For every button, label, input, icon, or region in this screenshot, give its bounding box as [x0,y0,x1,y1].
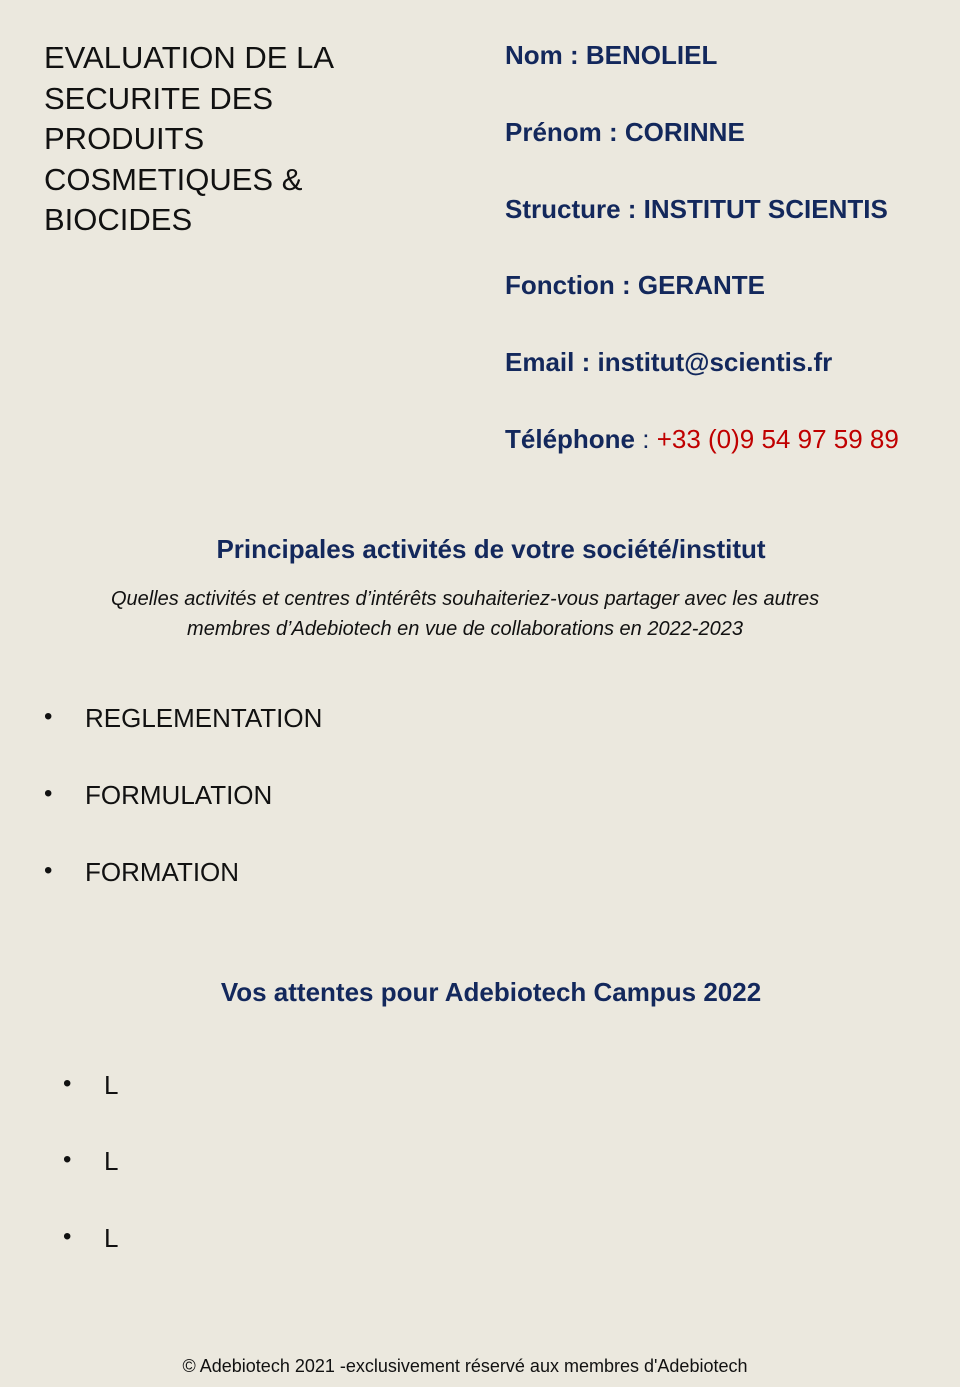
contact-telephone [505,424,899,455]
title-line: COSMETIQUES & [44,161,303,197]
telephone-label: Téléphone [505,424,636,454]
list-item-label: FORMATION [85,857,240,887]
list-item-label: L [104,1223,119,1253]
document-title [44,38,404,241]
contact-prenom: Prénom : CORINNE [505,117,745,147]
title-line: BIOCIDES [44,202,193,237]
expectations-heading: Vos attentes pour Adebiotech Campus 2022 [220,977,762,1007]
contact-email: Email : institut@scientis.fr [505,347,833,377]
telephone-separator: : [635,424,657,454]
title-line: PRODUITS [44,121,205,156]
subtitle-line: membres d’Adebiotech en vue de collaborations en 2022-2023 [187,618,743,640]
bullet-icon: • [44,703,53,730]
title-line: EVALUATION DE LA [44,40,334,75]
contact-fonction: Fonction : GERANTE [505,270,765,300]
bullet-icon: • [44,780,53,807]
activities-heading: Principales activités de votre société/institut [216,534,766,564]
list-item-label: REGLEMENTATION [85,703,323,733]
list-item-label: FORMULATION [85,780,273,810]
list-item-label: L [104,1070,119,1100]
activities-subtitle [40,584,890,644]
bullet-icon: • [63,1146,72,1173]
bullet-icon: • [44,857,53,884]
telephone-value: +33 (0)9 54 97 59 89 [656,424,899,454]
contact-nom: Nom : BENOLIEL [505,40,718,70]
subtitle-line: Quelles activités et centres d’intérêts souhaiteriez-vous partager avec les autres [110,588,820,610]
bullet-icon: • [63,1223,72,1250]
contact-structure: Structure : INSTITUT SCIENTIS [505,194,888,224]
footer-copyright: © Adebiotech 2021 -exclusivement réservé aux membres d'Adebiotech [182,1356,748,1376]
bullet-icon: • [63,1070,72,1097]
list-item-label: L [104,1146,119,1176]
title-line: SECURITE DES [44,80,274,116]
